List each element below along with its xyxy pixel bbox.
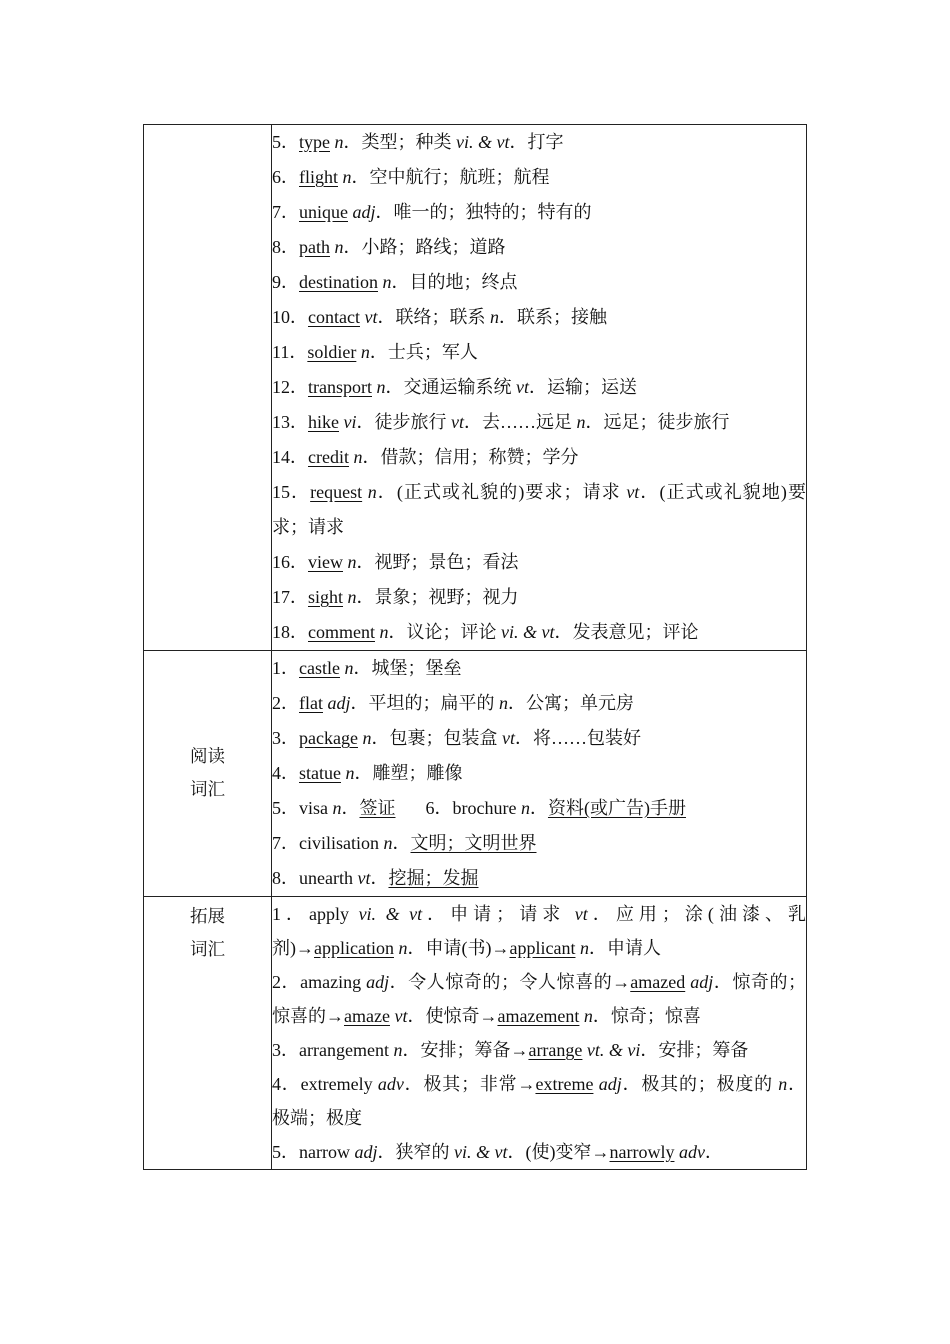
section-reading-vocab bbox=[144, 651, 807, 897]
vocab-entry bbox=[272, 335, 806, 370]
part-of-speech: n bbox=[362, 728, 372, 748]
derived-word: amazed bbox=[630, 972, 686, 992]
definition: ．去……远足 bbox=[464, 412, 572, 432]
base-word: extremely bbox=[300, 1074, 378, 1094]
part-of-speech: vt bbox=[364, 307, 378, 327]
entry-number: 8． bbox=[272, 237, 299, 257]
entry-number: 3． bbox=[272, 728, 299, 748]
definition: ．空中航行；航班；航程 bbox=[351, 167, 550, 187]
entry-number: 11． bbox=[272, 342, 308, 362]
vocab-word: comment bbox=[308, 622, 375, 642]
definition: ．视野；景色；看法 bbox=[356, 552, 519, 572]
entries-cell bbox=[272, 651, 807, 897]
definition: ．申请；请求 bbox=[422, 904, 566, 924]
part-of-speech: vt bbox=[574, 904, 588, 924]
part-of-speech: vt bbox=[626, 482, 640, 502]
definition: ．惊奇；惊喜 bbox=[592, 1006, 701, 1026]
part-of-speech: n bbox=[579, 938, 589, 958]
entry-number: 1． bbox=[272, 904, 310, 924]
vocab-entry: 5．visa n．签证 6．brochure n．资料(或广告)手册 bbox=[272, 798, 686, 818]
part-of-speech: adv bbox=[377, 1074, 404, 1094]
definition: ．发表意见；评论 bbox=[554, 622, 699, 642]
word-family-entry bbox=[272, 1033, 806, 1067]
part-of-speech: n bbox=[367, 482, 377, 502]
answer: 文明；文明世界 bbox=[410, 833, 537, 853]
entries-cell bbox=[272, 897, 807, 1170]
part-of-speech: vt. & vi bbox=[586, 1040, 641, 1060]
part-of-speech: n bbox=[347, 587, 357, 607]
vocab-word: hike bbox=[308, 412, 339, 432]
part-of-speech: vt bbox=[451, 412, 464, 432]
word-family-entry bbox=[272, 1067, 806, 1135]
entry-number: 7． bbox=[272, 833, 299, 853]
definition: ．(正式或礼貌的)要求；请求 bbox=[376, 482, 621, 502]
part-of-speech: vi. & vt bbox=[358, 904, 423, 924]
entry-number: 18． bbox=[272, 622, 308, 642]
category-label: 阅读 bbox=[190, 746, 225, 767]
part-of-speech: n bbox=[344, 658, 354, 678]
part-of-speech: n bbox=[334, 237, 344, 257]
part-of-speech: n bbox=[332, 798, 342, 818]
entry-number: 8． bbox=[272, 868, 299, 888]
entry-number: 4． bbox=[272, 763, 299, 783]
definition: ．狭窄的 bbox=[377, 1142, 450, 1162]
entry-number: 15． bbox=[272, 482, 311, 502]
part-of-speech: n bbox=[383, 833, 393, 853]
definition: ．惊奇的；惊喜的 bbox=[272, 972, 807, 1026]
definition: ．联络；联系 bbox=[377, 307, 486, 327]
part-of-speech: n bbox=[520, 798, 530, 818]
arrow: → bbox=[591, 1142, 610, 1162]
part-of-speech: n bbox=[376, 377, 386, 397]
vocab-word: request bbox=[310, 482, 363, 502]
part-of-speech: n bbox=[347, 552, 357, 572]
base-word: amazing bbox=[300, 972, 367, 992]
entry-number: 1． bbox=[272, 658, 299, 678]
vocab-entry bbox=[272, 651, 806, 686]
definition: ．公寓；单元房 bbox=[508, 693, 635, 713]
vocab-word: civilisation bbox=[299, 833, 384, 853]
entry-number: 16． bbox=[272, 552, 308, 572]
definition: ．应用；涂(油漆、乳剂) bbox=[272, 904, 807, 958]
definition: ．包裹；包装盒 bbox=[371, 728, 498, 748]
definition: ．雕塑；雕像 bbox=[354, 763, 463, 783]
definition: ．申请人 bbox=[588, 938, 661, 958]
vocab-word: soldier bbox=[307, 342, 357, 362]
part-of-speech: adj bbox=[366, 972, 390, 992]
definition: ．借款；信用；称赞；学分 bbox=[362, 447, 579, 467]
vocab-word: package bbox=[299, 728, 358, 748]
part-of-speech: vt bbox=[515, 377, 529, 397]
definition: ．士兵；军人 bbox=[369, 342, 478, 362]
definition: ． bbox=[704, 1142, 723, 1162]
part-of-speech: adj bbox=[598, 1074, 622, 1094]
definition: ．城堡；堡垒 bbox=[353, 658, 462, 678]
part-of-speech: n bbox=[342, 167, 352, 187]
definition: ．使惊奇 bbox=[407, 1006, 480, 1026]
vocab-entry: 7．civilisation n．文明；文明世界 bbox=[272, 833, 537, 853]
vocab-word: flight bbox=[299, 167, 338, 187]
category-cell-reading bbox=[144, 651, 272, 897]
vocab-entry bbox=[272, 756, 806, 791]
entry-number: 10． bbox=[272, 307, 308, 327]
vocab-entry bbox=[272, 405, 806, 440]
vocab-entry bbox=[272, 370, 806, 405]
definition: ．极其；非常 bbox=[403, 1074, 518, 1094]
vocab-entry bbox=[272, 545, 806, 580]
arrow: → bbox=[510, 1040, 529, 1060]
part-of-speech: n bbox=[489, 307, 499, 327]
part-of-speech: vi. & vt bbox=[500, 622, 555, 642]
vocab-entry bbox=[272, 265, 806, 300]
part-of-speech: n bbox=[345, 763, 355, 783]
definition: ．运输；运送 bbox=[528, 377, 637, 397]
derived-word: applicant bbox=[509, 938, 576, 958]
part-of-speech: vi bbox=[343, 412, 357, 432]
definition: ．远足；徒步旅行 bbox=[585, 412, 730, 432]
entry-number: 6． bbox=[425, 798, 453, 818]
entry-number: 9． bbox=[272, 272, 299, 292]
category-label: 词汇 bbox=[190, 940, 225, 960]
vocab-entry bbox=[272, 440, 806, 475]
vocab-word: unearth bbox=[299, 868, 358, 888]
vocab-entry bbox=[272, 300, 806, 335]
category-label: 拓展 bbox=[190, 907, 225, 927]
definition: ．交通运输系统 bbox=[385, 377, 512, 397]
section-core-vocab bbox=[144, 125, 807, 651]
part-of-speech: n bbox=[778, 1074, 788, 1094]
arrow: → bbox=[517, 1074, 536, 1094]
part-of-speech: n bbox=[393, 1040, 403, 1060]
part-of-speech: vt bbox=[394, 1006, 408, 1026]
derived-word: amaze bbox=[344, 1006, 390, 1026]
section-extended-vocab bbox=[144, 897, 807, 1170]
entry-number: 13． bbox=[272, 412, 308, 432]
derived-word: amazement bbox=[497, 1006, 580, 1026]
word-family-entry bbox=[272, 897, 806, 965]
definition: ．申请(书) bbox=[407, 938, 492, 958]
base-word: arrangement bbox=[299, 1040, 394, 1060]
vocab-entry bbox=[272, 125, 806, 160]
part-of-speech: n bbox=[360, 342, 370, 362]
entries-cell bbox=[272, 125, 807, 651]
category-cell-extended bbox=[144, 897, 272, 1170]
entry-number: 14． bbox=[272, 447, 308, 467]
category-cell-empty bbox=[144, 125, 272, 651]
vocab-entry bbox=[272, 230, 806, 265]
arrow: → bbox=[479, 1006, 498, 1026]
vocab-word: brochure bbox=[452, 798, 521, 818]
vocab-entry bbox=[272, 580, 806, 615]
vocab-word: path bbox=[299, 237, 330, 257]
arrow: → bbox=[296, 938, 314, 958]
part-of-speech: vi. & vt bbox=[454, 1142, 508, 1162]
entry-number: 5． bbox=[272, 798, 299, 818]
definition: ．平坦的；扁平的 bbox=[350, 693, 495, 713]
derived-word: extreme bbox=[535, 1074, 594, 1094]
vocab-word: flat bbox=[299, 693, 323, 713]
part-of-speech: adj bbox=[690, 972, 714, 992]
vocab-word: unique bbox=[299, 202, 348, 222]
definition: ．唯一的；独特的；特有的 bbox=[375, 202, 592, 222]
definition: ．目的地；终点 bbox=[391, 272, 518, 292]
entry-number: 3． bbox=[272, 1040, 299, 1060]
part-of-speech: n bbox=[382, 272, 392, 292]
definition: ．将……包装好 bbox=[514, 728, 641, 748]
definition: ．小路；路线；道路 bbox=[343, 237, 506, 257]
part-of-speech: vt bbox=[357, 868, 371, 888]
vocab-word: transport bbox=[308, 377, 372, 397]
entry-number: 12． bbox=[272, 377, 308, 397]
definition: ．景象；视野；视力 bbox=[356, 587, 519, 607]
answer: 签证 bbox=[359, 798, 396, 818]
part-of-speech: adj bbox=[354, 1142, 378, 1162]
vocab-word: credit bbox=[308, 447, 349, 467]
entry-number: 5． bbox=[272, 132, 299, 152]
entry-number: 5． bbox=[272, 1142, 299, 1162]
vocab-entry: 8．unearth vt．挖掘；发掘 bbox=[272, 868, 479, 888]
vocab-word: view bbox=[308, 552, 343, 572]
part-of-speech: adj bbox=[327, 693, 351, 713]
definition: ．打字 bbox=[509, 132, 564, 152]
part-of-speech: n bbox=[334, 132, 344, 152]
definition: ．(使)变窄 bbox=[507, 1142, 592, 1162]
entry-number: 6． bbox=[272, 167, 299, 187]
vocab-word: contact bbox=[308, 307, 360, 327]
vocabulary-table bbox=[143, 124, 807, 1170]
arrow: → bbox=[612, 972, 631, 992]
vocab-entry bbox=[272, 721, 806, 756]
part-of-speech: n bbox=[398, 938, 408, 958]
definition: ．徒步旅行 bbox=[356, 412, 447, 432]
entry-number: 4． bbox=[272, 1074, 301, 1094]
answer: 挖掘；发掘 bbox=[388, 868, 479, 888]
definition: ．(正式或礼貌地)要求；请求 bbox=[272, 482, 806, 537]
vocab-word: destination bbox=[299, 272, 378, 292]
derived-word: narrowly bbox=[609, 1142, 675, 1162]
word-family-entry bbox=[272, 1135, 806, 1169]
entry-number: 2． bbox=[272, 972, 301, 992]
vocab-word: sight bbox=[308, 587, 344, 607]
base-word: narrow bbox=[299, 1142, 355, 1162]
part-of-speech: n bbox=[576, 412, 586, 432]
base-word: apply bbox=[309, 904, 359, 924]
definition: ．安排；筹备 bbox=[402, 1040, 511, 1060]
part-of-speech: n bbox=[499, 693, 509, 713]
vocab-word: statue bbox=[299, 763, 341, 783]
definition: ．极端；极度 bbox=[272, 1074, 807, 1128]
vocab-entry bbox=[272, 615, 806, 650]
vocab-entry bbox=[272, 475, 806, 545]
definition: ．安排；筹备 bbox=[640, 1040, 749, 1060]
arrow: → bbox=[326, 1006, 344, 1026]
answer: 资料(或广告)手册 bbox=[547, 798, 686, 818]
category-label: 词汇 bbox=[190, 779, 225, 800]
definition: ．极其的；极度的 bbox=[621, 1074, 773, 1094]
part-of-speech: vt bbox=[501, 728, 515, 748]
definition: ．类型；种类 bbox=[343, 132, 452, 152]
part-of-speech: n bbox=[583, 1006, 593, 1026]
vocab-word: castle bbox=[299, 658, 340, 678]
entry-number: 2． bbox=[272, 693, 299, 713]
definition: ．令人惊奇的；令人惊喜的 bbox=[389, 972, 613, 992]
vocab-word: type bbox=[299, 132, 330, 152]
derived-word: arrange bbox=[528, 1040, 583, 1060]
arrow: → bbox=[491, 938, 510, 958]
part-of-speech: n bbox=[379, 622, 389, 642]
word-family-entry bbox=[272, 965, 806, 1033]
part-of-speech: adj bbox=[352, 202, 376, 222]
definition: ．联系；接触 bbox=[498, 307, 607, 327]
vocab-entry bbox=[272, 160, 806, 195]
part-of-speech: vi. & vt bbox=[456, 132, 510, 152]
part-of-speech: n bbox=[353, 447, 363, 467]
part-of-speech: adv bbox=[678, 1142, 705, 1162]
vocab-entry bbox=[272, 686, 806, 721]
entry-number: 7． bbox=[272, 202, 299, 222]
derived-word: application bbox=[314, 938, 394, 958]
vocab-word: visa bbox=[299, 798, 333, 818]
vocab-entry bbox=[272, 195, 806, 230]
entry-number: 17． bbox=[272, 587, 308, 607]
definition: ．议论；评论 bbox=[388, 622, 497, 642]
